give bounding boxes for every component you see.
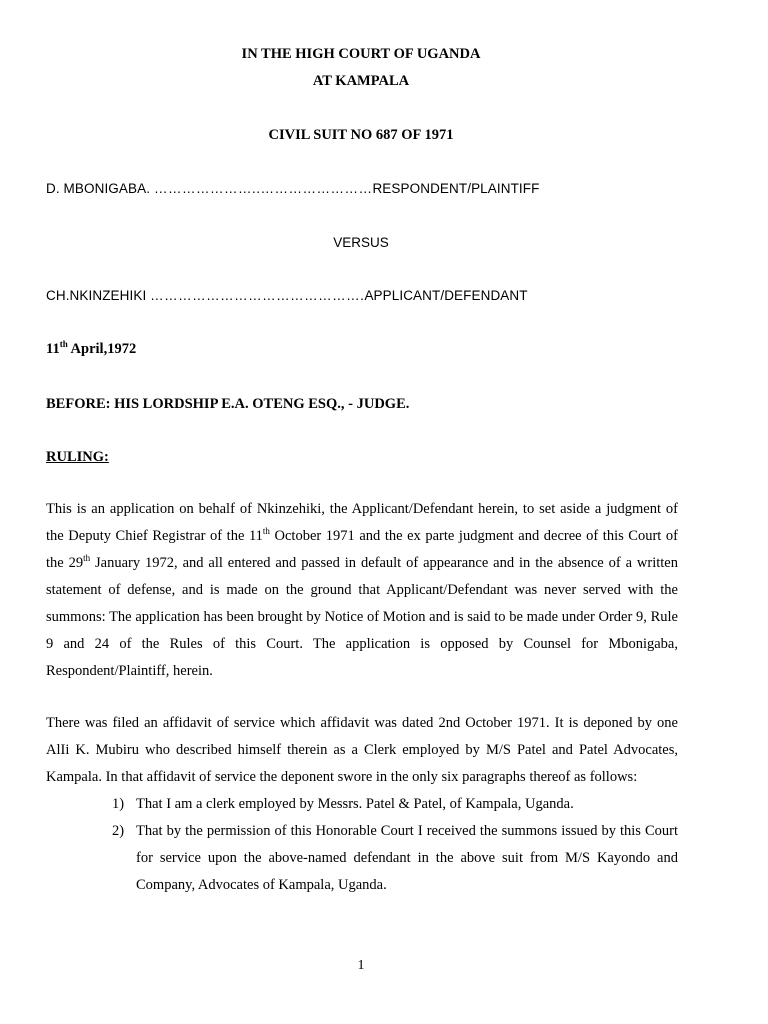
case-number: CIVIL SUIT NO 687 OF 1971 xyxy=(268,127,454,143)
court-title: IN THE HIGH COURT OF UGANDA xyxy=(241,46,481,62)
plaintiff-name: D. MBONIGABA. xyxy=(46,181,151,196)
versus-label: VERSUS xyxy=(333,235,389,250)
defendant-role: APPLICANT/DEFENDANT xyxy=(364,288,528,303)
judge-line: BEFORE: HIS LORDSHIP E.A. OTENG ESQ., - JUDGE. xyxy=(46,396,410,412)
ruling-heading: RULING: xyxy=(46,449,109,465)
plaintiff-dots: …………………..…………………… xyxy=(153,181,373,196)
plaintiff-role: RESPONDENT/PLAINTIFF xyxy=(372,181,540,196)
list-item-text: That by the permission of this Honorable Court I received the summons issued by this Court for service upon the above-named defendant in the above suit from M/S Kayondo and Company, Advocates of Kampala, Uganda. xyxy=(136,823,678,893)
defendant-name: CH.NKINZEHIKI xyxy=(46,288,147,303)
list-item xyxy=(112,791,678,818)
list-item xyxy=(112,818,678,899)
plaintiff-line xyxy=(46,181,539,196)
list-item-number: 2) xyxy=(112,823,125,839)
page-number: 1 xyxy=(357,958,365,973)
list-item-text: That I am a clerk employed by Messrs. Patel & Patel, of Kampala, Uganda. xyxy=(136,796,574,812)
affidavit-list xyxy=(112,791,678,899)
paragraph-2: There was filed an affidavit of service which affidavit was dated 2nd October 1971. It is deponed by one AlIi K. Mubiru who described himself therein as a Clerk employed by M/S Patel and Patel Advocates, Kampala. In that affidavit of service the deponent swore in the only six paragraphs thereof as follows: xyxy=(46,715,678,785)
defendant-line xyxy=(46,288,528,303)
list-item-number: 1) xyxy=(112,796,125,812)
ruling-date: 11th April,1972 xyxy=(46,339,137,357)
defendant-dots: ………………………………………. xyxy=(150,288,365,303)
court-location: AT KAMPALA xyxy=(312,73,410,89)
paragraph-1: This is an application on behalf of Nkinzehiki, the Applicant/Defendant herein, to set aside a judgment of the Deputy Chief Registrar of the 11th October 1971 and the ex parte judgment and decree of this Court of the 29th January 1972, and all entered and passed in default of appearance and in the absence of a written statement of defense, and is made on the ground that Applicant/Defendant was never served with the summons: The application has been brought by Notice of Motion and is said to be made under Order 9, Rule 9 and 24 of the Rules of this Court. The application is opposed by Counsel for Mbonigaba, Respondent/Plaintiff, herein. xyxy=(46,501,678,679)
